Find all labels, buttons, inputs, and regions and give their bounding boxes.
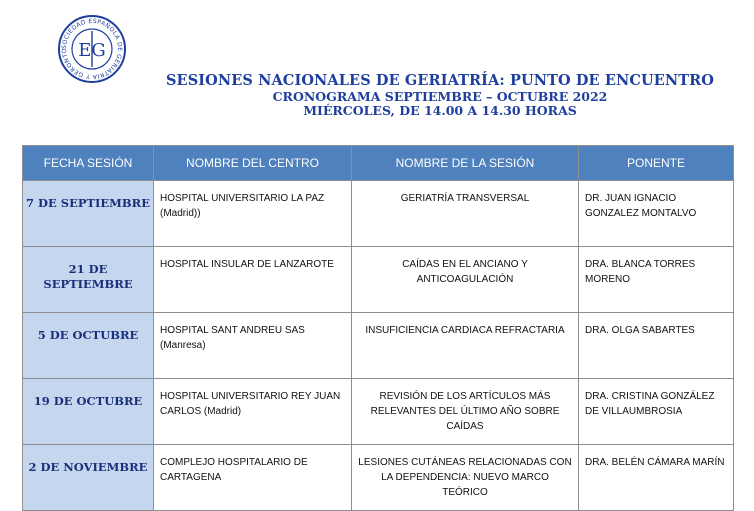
main-title: SESIONES NACIONALES DE GERIATRÍA: PUNTO DE ENCUENTRO [165, 72, 715, 89]
schedule-subtitle: CRONOGRAMA SEPTIEMBRE – OCTUBRE 2022 [272, 89, 608, 104]
table-header-row [23, 146, 734, 181]
header-ponente: PONENTE [579, 146, 734, 181]
center-name: HOSPITAL SANT ANDREU SAS (Manresa) [154, 313, 352, 379]
session-name: CAÍDAS EN EL ANCIANO Y ANTICOAGULACIÓN [352, 247, 579, 313]
table-row [23, 313, 734, 379]
center-name: HOSPITAL UNIVERSITARIO LA PAZ (Madrid)) [154, 181, 352, 247]
table-row [23, 247, 734, 313]
title-block [120, 73, 754, 118]
center-name: COMPLEJO HOSPITALARIO DE CARTAGENA [154, 445, 352, 511]
svg-text:SOCIEDAD ESPAÑOLA DE GERIATRÍA: SOCIEDAD ESPAÑOLA DE GERIATRÍA Y GERONTO [60, 17, 124, 81]
table-row [23, 379, 734, 445]
center-name: HOSPITAL UNIVERSITARIO REY JUAN CARLOS (Madrid) [154, 379, 352, 445]
center-name: HOSPITAL INSULAR DE LANZAROTE [154, 247, 352, 313]
sociedad-logo [57, 14, 127, 84]
speaker-name: DRA. BELÉN CÁMARA MARÍN [579, 445, 734, 511]
session-name: REVISIÓN DE LOS ARTÍCULOS MÁS RELEVANTES DEL ÚLTIMO AÑO SOBRE CAÍDAS [352, 379, 579, 445]
session-date: 19 DE OCTUBRE [23, 379, 154, 445]
speaker-name: DRA. OLGA SABARTES [579, 313, 734, 379]
session-name: LESIONES CUTÁNEAS RELACIONADAS CON LA DEPENDENCIA: NUEVO MARCO TEÓRICO [352, 445, 579, 511]
session-name: INSUFICIENCIA CARDIACA REFRACTARIA [352, 313, 579, 379]
header-fecha: FECHA SESIÓN [23, 146, 154, 181]
speaker-name: DRA. BLANCA TORRES MORENO [579, 247, 734, 313]
header-centro: NOMBRE DEL CENTRO [154, 146, 352, 181]
session-name: GERIATRÍA TRANSVERSAL [352, 181, 579, 247]
svg-text:EG: EG [78, 40, 106, 61]
speaker-name: DR. JUAN IGNACIO GONZALEZ MONTALVO [579, 181, 734, 247]
sessions-table [22, 145, 734, 511]
session-date: 7 DE SEPTIEMBRE [23, 181, 154, 247]
session-date: 21 DE SEPTIEMBRE [23, 247, 154, 313]
session-date: 2 DE NOVIEMBRE [23, 445, 154, 511]
table-row [23, 181, 734, 247]
session-date: 5 DE OCTUBRE [23, 313, 154, 379]
time-subtitle: MIÉRCOLES, DE 14.00 A 14.30 HORAS [303, 103, 577, 118]
table-row [23, 445, 734, 511]
speaker-name: DRA. CRISTINA GONZÁLEZ DE VILLAUMBROSIA [579, 379, 734, 445]
header-sesion: NOMBRE DE LA SESIÓN [352, 146, 579, 181]
